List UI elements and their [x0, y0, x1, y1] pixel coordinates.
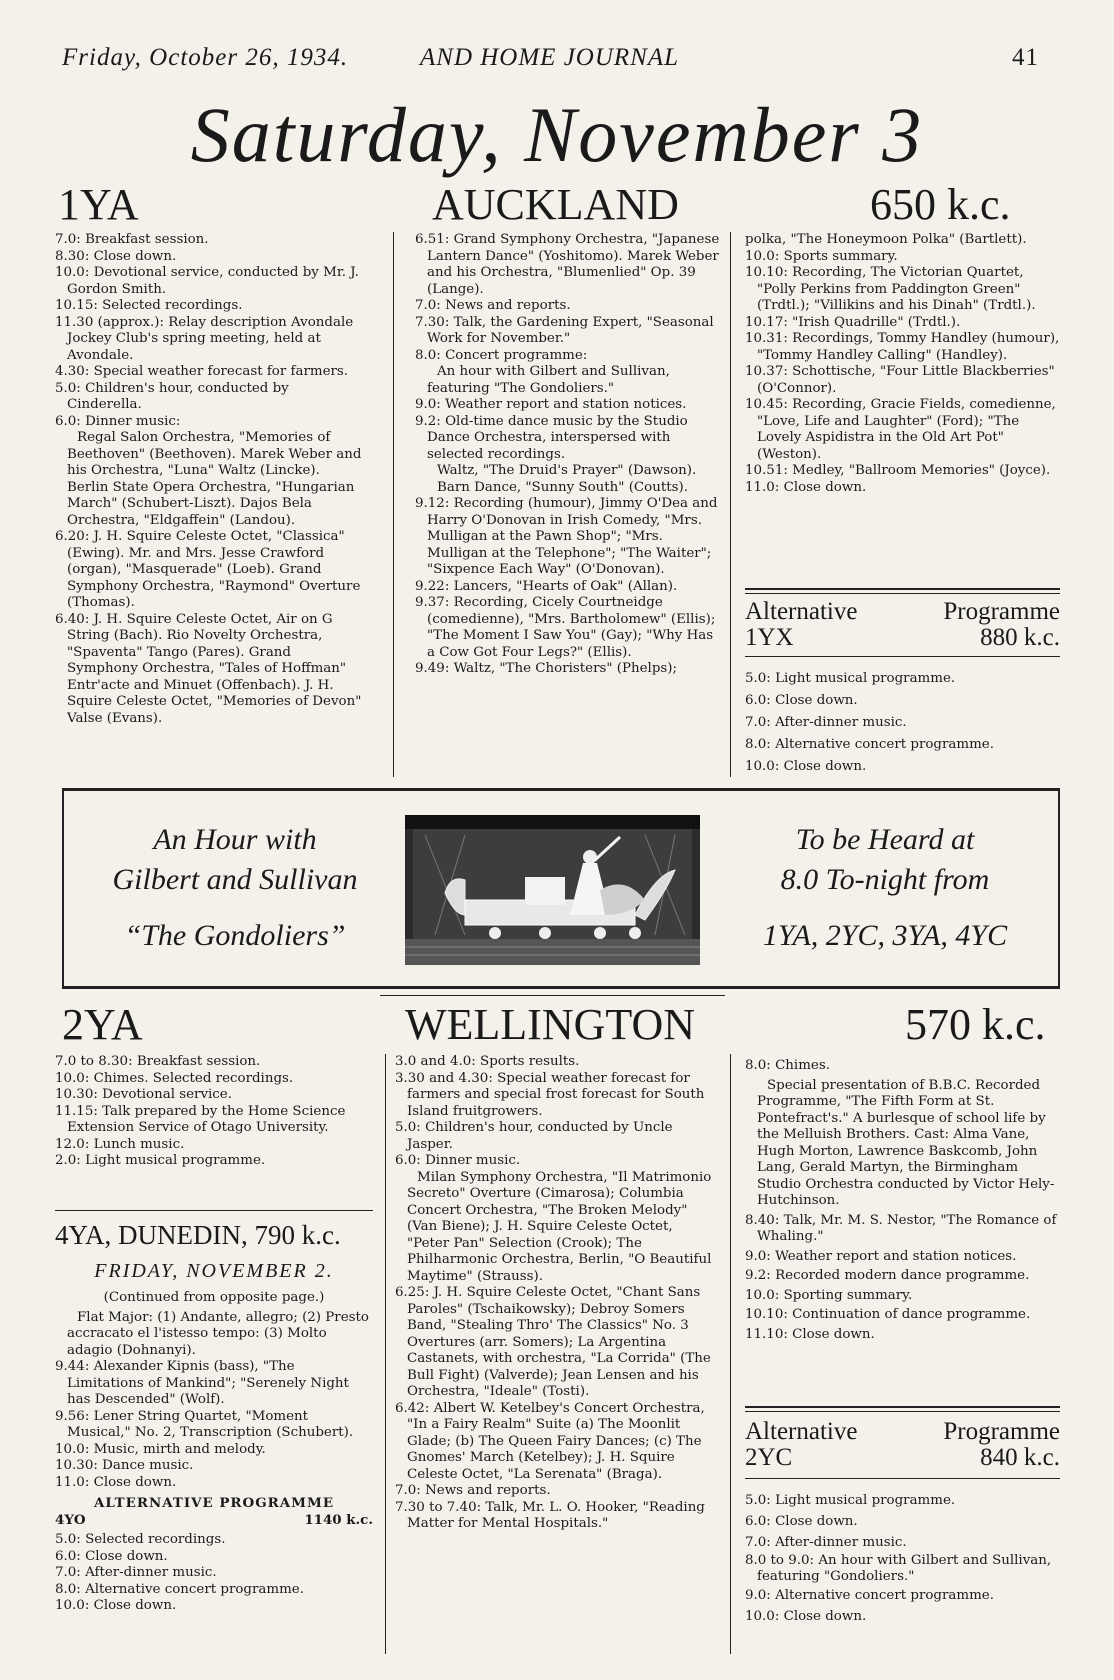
banner-top-rule	[62, 788, 1060, 791]
programme-entry: 9.44: Alexander Kipnis (bass), "The Limitations of Mankind"; "Serenely Night has Descended" (Wolf).	[55, 1359, 349, 1407]
programme-entry: 11.30 (approx.): Relay description Avondale Jockey Club's spring meeting, held at Avondale.	[55, 314, 354, 363]
programme-entry: 8.0: Alternative concert programme.	[745, 737, 994, 752]
programme-entry: polka, "The Honeymoon Polka" (Bartlett).	[745, 232, 1027, 247]
programme-entry: 9.37: Recording, Cicely Courtneidge (comedienne), "Mrs. Bartholomew" (Ellis); "The Moment I Saw You" (Gay); "Why Has a Cow Got Four Legs?" (Ellis).	[415, 595, 716, 660]
programme-entry: 10.0: Devotional service, conducted by Mr. J. Gordon Smith.	[55, 265, 359, 297]
alternative-programme-list-2yc	[745, 1490, 1060, 1627]
banner-line: “The Gondoliers”	[124, 919, 346, 952]
banner-line: An Hour with	[153, 823, 317, 856]
programme-entry: 5.0: Children's hour, conducted by Uncle Jasper.	[395, 1120, 673, 1152]
alternative-programme-heading-2yc	[745, 1418, 1060, 1474]
wellington-city: WELLINGTON	[405, 1000, 695, 1049]
programme-entry: 6.20: J. H. Squire Celeste Octet, "Classica" (Ewing). Mr. and Mrs. Jesse Crawford (organ), "Masquerade" (Loeb). Grand Symphony Orchestra, "Raymond" Overture (Thomas).	[55, 529, 361, 610]
programme-entry: 8.0 to 9.0: An hour with Gilbert and Sullivan, featuring "Gondoliers."	[745, 1553, 1052, 1584]
page-number: 41	[1012, 44, 1039, 71]
issue-date: Friday, October 26, 1934.	[62, 44, 349, 71]
programme-entry: 12.0: Lunch music.	[55, 1136, 185, 1152]
stage-scene-icon	[405, 815, 700, 965]
programme-entry: 5.0: Light musical programme.	[745, 1493, 956, 1508]
programme-entry: 8.0: Alternative concert programme.	[55, 1581, 304, 1597]
programme-entry: 9.0: Weather report and station notices.	[745, 1248, 1017, 1264]
programme-entry: 6.0: Dinner music:	[55, 413, 181, 429]
continued-note: (Continued from opposite page.)	[103, 1290, 325, 1305]
alt-label-left: Alternative	[745, 598, 858, 625]
programme-entry: 11.0: Close down.	[745, 479, 867, 495]
programme-entry: 7.0 to 8.30: Breakfast session.	[55, 1054, 261, 1069]
banner-right-text	[715, 820, 1055, 956]
programme-entry: 7.0: After-dinner music.	[55, 1565, 217, 1580]
programme-detail: An hour with Gilbert and Sullivan, featuring "The Gondoliers."	[427, 364, 670, 396]
dunedin-alt-call-sign: 4YO	[55, 1511, 86, 1528]
programme-entry: 3.0 and 4.0: Sports results.	[395, 1054, 580, 1069]
dunedin-heading: 4YA, DUNEDIN, 790 k.c.	[55, 1220, 341, 1250]
wellington-column-3	[745, 1058, 1060, 1343]
programme-entry: 10.0: Close down.	[745, 1609, 867, 1624]
programme-entry: 7.0: After-dinner music.	[745, 715, 907, 730]
programme-entry: 9.22: Lancers, "Hearts of Oak" (Allan).	[415, 578, 678, 594]
programme-entry: 5.0: Selected recordings.	[55, 1532, 226, 1547]
programme-entry: 7.0: News and reports.	[415, 298, 571, 313]
banner-line: 8.0 To-night from	[780, 863, 990, 896]
auckland-column-3	[745, 232, 1060, 496]
alt-label-right: Programme	[943, 598, 1060, 625]
programme-entry: 10.0: Chimes. Selected recordings.	[55, 1070, 294, 1086]
alt-label-left: Alternative	[745, 1418, 858, 1445]
programme-entry: 8.30: Close down.	[55, 248, 177, 264]
divider	[380, 995, 725, 996]
divider	[745, 588, 1060, 590]
programme-entry: 10.30: Devotional service.	[55, 1087, 232, 1102]
divider	[745, 1478, 1060, 1479]
programme-entry: 6.0: Close down.	[55, 1548, 168, 1564]
programme-entry: 11.0: Close down.	[55, 1474, 177, 1490]
programme-entry: 9.49: Waltz, "The Choristers" (Phelps);	[415, 661, 678, 676]
wellington-frequency: 570 k.c.	[905, 1000, 1046, 1049]
auckland-column-1	[55, 232, 365, 727]
alternative-programme-heading-1yx	[745, 598, 1060, 654]
programme-detail: Barn Dance, "Sunny South" (Coutts).	[437, 479, 688, 495]
programme-entry: 10.45: Recording, Gracie Fields, comedienne, "Love, Life and Laughter" (Ford); "The Lovely Aspidistra in the Old Art Pot" (Weston).	[745, 397, 1056, 462]
banner-left-text	[70, 820, 400, 956]
programme-entry: 9.2: Old-time dance music by the Studio Dance Orchestra, interspersed with selected recordings.	[415, 413, 688, 462]
programme-entry: 8.0: Chimes.	[745, 1058, 830, 1073]
dunedin-list	[55, 1290, 373, 1615]
programme-entry: 10.10: Recording, The Victorian Quartet, "Polly Perkins from Paddington Green" (Trdtl.); "Villikins and his Dinah" (Trdtl.).	[745, 265, 1036, 313]
dunedin-alt-heading: ALTERNATIVE PROGRAMME	[93, 1495, 335, 1511]
auckland-column-2	[415, 232, 725, 678]
programme-entry: 6.51: Grand Symphony Orchestra, "Japanese Lantern Dance" (Yoshitomo). Marek Weber and his Orchestra, "Blumenlied" Op. 39 (Lange).	[415, 232, 720, 297]
programme-entry: 6.40: J. H. Squire Celeste Octet, Air on G String (Bach). Rio Novelty Orchestra, "Spaventa" Tango (Pares). Grand Symphony Orchestra, "Tales of Hoffman" Entr'acte and Minuet (Offenbach). J. H. Squire Celeste Octet, "Memories of Devon" Valse (Evans).	[55, 611, 362, 726]
journal-name: AND HOME JOURNAL	[420, 44, 680, 71]
divider	[745, 593, 1060, 594]
column-divider	[385, 1054, 386, 1654]
programme-entry: 9.56: Lener String Quartet, "Moment Musical," No. 2, Transcription (Schubert).	[55, 1408, 354, 1440]
programme-entry: 10.15: Selected recordings.	[55, 298, 243, 313]
programme-entry: 10.0: Close down.	[55, 1598, 177, 1613]
programme-entry: 9.0: Weather report and station notices.	[415, 397, 687, 412]
programme-detail: Regal Salon Orchestra, "Memories of Beethoven" (Beethoven). Marek Weber and his Orchestra, "Luna" Waltz (Lincke). Berlin State Opera Orchestra, "Hungarian March" (Schubert-Liszt). Dajos Bela Orchestra, "Eldgaffein" (Landou).	[67, 430, 362, 528]
programme-entry: 11.15: Talk prepared by the Home Science Extension Service of Otago University.	[55, 1103, 346, 1135]
programme-entry: 6.42: Albert W. Ketelbey's Concert Orchestra, "In a Fairy Realm" Suite (a) The Moonlit Glade; (b) The Queen Fairy Dances; (c) The Gnomes' March (Ketelbey); J. H. Squire Celeste Octet, "La Serenata" (Braga).	[395, 1400, 705, 1482]
programme-entry: 5.0: Light musical programme.	[745, 671, 956, 686]
programme-entry: 6.0: Close down.	[745, 1514, 858, 1529]
programme-entry: 4.30: Special weather forecast for farmers.	[55, 364, 349, 379]
programme-detail: Waltz, "The Druid's Prayer" (Dawson).	[437, 463, 697, 478]
programme-entry: 7.0: After-dinner music.	[745, 1535, 907, 1550]
divider	[745, 1411, 1060, 1412]
banner-right-rule	[1058, 791, 1060, 986]
programme-entry: 10.31: Recordings, Tommy Handley (humour), "Tommy Handley Calling" (Handley).	[745, 331, 1060, 363]
banner-bottom-rule	[62, 986, 1060, 989]
divider	[745, 1406, 1060, 1408]
column-divider	[730, 232, 731, 777]
programme-entry: 9.12: Recording (humour), Jimmy O'Dea and Harry O'Donovan in Irish Comedy, "Mrs. Mulligan at the Pawn Shop"; "Mrs. Mulligan at the Telephone"; "The Waiter"; "Sixpence Each Way" (O'Donovan).	[415, 496, 718, 577]
gondoliers-illustration	[405, 815, 700, 965]
dunedin-alt-station	[55, 1512, 373, 1529]
alt-call-sign: 2YC	[745, 1444, 793, 1471]
programme-entry: 7.30: Talk, the Gardening Expert, "Seasonal Work for November."	[415, 314, 714, 346]
programme-entry: 10.0: Close down.	[745, 759, 867, 774]
programme-entry: 5.0: Children's hour, conducted by Cinderella.	[55, 380, 289, 412]
alt-frequency: 840 k.c.	[980, 1444, 1060, 1471]
programme-entry: 2.0: Light musical programme.	[55, 1153, 266, 1168]
programme-entry: 6.0: Dinner music.	[395, 1153, 521, 1168]
programme-entry: 10.10: Continuation of dance programme.	[745, 1307, 1031, 1322]
banner-line: 1YA, 2YC, 3YA, 4YC	[762, 919, 1008, 952]
wellington-column-2	[395, 1054, 717, 1533]
programme-entry: 8.40: Talk, Mr. M. S. Nestor, "The Romance of Whaling."	[745, 1212, 1057, 1244]
programme-entry: 10.17: "Irish Quadrille" (Trdtl.).	[745, 314, 961, 330]
programme-entry: 9.0: Alternative concert programme.	[745, 1588, 994, 1603]
auckland-call-sign: 1YA	[58, 180, 139, 229]
programme-entry: 10.51: Medley, "Ballroom Memories" (Joyce).	[745, 463, 1051, 478]
alt-frequency: 880 k.c.	[980, 624, 1060, 651]
alt-label-right: Programme	[943, 1418, 1060, 1445]
wellington-column-1	[55, 1054, 373, 1170]
alt-call-sign: 1YX	[745, 624, 794, 651]
alternative-programme-list-1yx	[745, 668, 1060, 778]
programme-entry: 10.0: Sporting summary.	[745, 1287, 913, 1303]
page-title: Saturday, November 3	[190, 91, 924, 178]
dunedin-date: FRIDAY, NOVEMBER 2.	[94, 1260, 334, 1282]
programme-entry: 6.0: Close down.	[745, 693, 858, 708]
programme-entry: 7.0: Breakfast session.	[55, 232, 209, 247]
programme-entry: 10.0: Sports summary.	[745, 248, 898, 264]
programme-entry: 7.0: News and reports.	[395, 1483, 551, 1498]
divider	[745, 656, 1060, 657]
programme-entry: 10.0: Music, mirth and melody.	[55, 1441, 266, 1457]
column-divider	[730, 1054, 731, 1654]
banner-line: To be Heard at	[795, 823, 975, 856]
banner-line: Gilbert and Sullivan	[112, 863, 358, 896]
programme-entry: 6.25: J. H. Squire Celeste Octet, "Chant Sans Paroles" (Tschaikowsky); Debroy Somers Band, "Stealing Thro' The Classics" No. 3 Overtures (arr. Somers); La Argentina Castanets, with orchestra, "La Corrida" (The Bull Fight) (Valverde); Jean Lensen and his Orchestra, "Ideale" (Tosti).	[395, 1285, 711, 1399]
programme-detail: Flat Major: (1) Andante, allegro; (2) Presto accracato el l'istesso tempo: (3) Molto adagio (Dohnanyi).	[67, 1309, 369, 1358]
wellington-call-sign: 2YA	[62, 1000, 143, 1049]
programme-entry: 7.30 to 7.40: Talk, Mr. L. O. Hooker, "Reading Matter for Mental Hospitals."	[395, 1499, 705, 1531]
programme-entry: 8.0: Concert programme:	[415, 347, 588, 363]
dunedin-alt-frequency: 1140 k.c.	[304, 1511, 373, 1528]
column-divider	[393, 232, 394, 777]
programme-detail: Milan Symphony Orchestra, "Il Matrimonio Secreto" Overture (Cimarosa); Columbia Concert Orchestra, "The Broken Melody" (Van Biene); J. H. Squire Celeste Octet, "Peter Pan" Selection (Crook); The Philharmonic Orchestra, Berlin, "O Beautiful Maytime" (Strauss).	[407, 1169, 712, 1284]
divider	[55, 1210, 373, 1211]
programme-entry: 10.30: Dance music.	[55, 1458, 194, 1473]
auckland-city: AUCKLAND	[432, 180, 679, 229]
programme-entry: 11.10: Close down.	[745, 1326, 875, 1342]
programme-entry: 10.37: Schottische, "Four Little Blackberries" (O'Connor).	[745, 364, 1055, 396]
programme-entry: 3.30 and 4.30: Special weather forecast for farmers and special frost forecast for South Island fruitgrowers.	[395, 1070, 705, 1119]
programme-entry: 9.2: Recorded modern dance programme.	[745, 1268, 1030, 1283]
programme-detail: Special presentation of B.B.C. Recorded Programme, "The Fifth Form at St. Pontefract's." A burlesque of school life by the Melluish Brothers. Cast: Alma Vane, Hugh Morton, Lawrence Baskcomb, John Lang, Gerald Martyn, the Birmingham Studio Orchestra conducted by Victor Hely-Hutchinson.	[757, 1077, 1055, 1208]
auckland-frequency: 650 k.c.	[870, 180, 1011, 229]
banner-left-rule	[62, 791, 64, 986]
